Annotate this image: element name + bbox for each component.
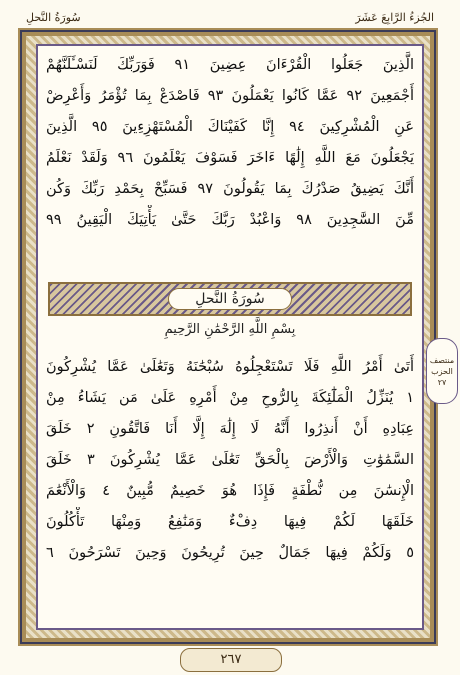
verse-line: مِّنَ السَّٰجِدِينَ ٩٨ وَاعْبُدْ رَبَّكَ حَتَّىٰ يَأْتِيَكَ الْيَقِينُ ٩٩	[46, 212, 414, 228]
hizb-marker-line1: منتصف	[429, 355, 455, 365]
surah-header-label: سُورَةُ النَّحلِ	[26, 10, 81, 24]
verse-line: أَنَّكَ يَضِيقُ صَدْرُكَ بِمَا يَقُولُونَ ٩٧ فَسَبِّحْ بِحَمْدِ رَبِّكَ وَكُن	[46, 181, 414, 197]
page-header	[18, 4, 442, 30]
verse-line: يَجْعَلُونَ مَعَ اللَّهِ إِلَٰهًا ءَاخَرَ فَسَوْفَ يَعْلَمُونَ ٩٦ وَلَقَدْ نَعْلَمُ	[46, 150, 414, 166]
hizb-marker	[426, 338, 458, 404]
surah-title: سُورَةُ النَّحلِ	[168, 288, 292, 310]
hizb-marker-line2: الحزب	[431, 366, 453, 376]
verse-line: خَلَقَهَا لَكُمْ فِيهَا دِفْءٌ وَمَنَٰفِعُ وَمِنْهَا تَأْكُلُونَ	[46, 514, 414, 530]
verse-line: أَجْمَعِينَ ٩٢ عَمَّا كَانُوا يَعْمَلُونَ ٩٣ فَاصْدَعْ بِمَا تُؤْمَرُ وَأَعْرِضْ	[46, 88, 414, 104]
verse-line: ١ يُنَزِّلُ الْمَلَٰٓئِكَةَ بِالرُّوحِ مِنْ أَمْرِهِ عَلَىٰ مَن يَشَاءُ مِنْ	[46, 390, 414, 406]
verse-line: عِبَادِهِ أَنْ أَنذِرُوا أَنَّهُ لَا إِلَٰهَ إِلَّا أَنَا فَاتَّقُونِ ٢ خَلَقَ	[46, 421, 414, 437]
juz-label: الجُزءُ الرَّابِعَ عَشَرَ	[355, 10, 434, 24]
top-verse-lines	[46, 50, 414, 236]
verse-line: ٥ وَلَكُمْ فِيهَا جَمَالٌ حِينَ تُرِيحُونَ وَحِينَ تَسْرَحُونَ ٦	[46, 545, 414, 561]
verse-line: أَتَىٰ أَمْرُ اللَّهِ فَلَا تَسْتَعْجِلُوهُ سُبْحَٰنَهُ وَتَعَٰلَىٰ عَمَّا يُشْرِكُونَ	[46, 359, 414, 375]
hizb-marker-number: ٢٧	[437, 377, 447, 387]
verse-line: السَّمَٰوَٰتِ وَالْأَرْضَ بِالْحَقِّ تَعَٰلَىٰ عَمَّا يُشْرِكُونَ ٣ خَلَقَ	[46, 452, 414, 468]
surah-title-banner	[48, 282, 412, 316]
page-number: ٢٦٧	[180, 648, 282, 672]
bottom-verse-lines	[46, 352, 414, 569]
verse-line: عَنِ الْمُشْرِكِينَ ٩٤ إِنَّا كَفَيْنَاكَ الْمُسْتَهْزِءِينَ ٩٥ الَّذِينَ	[46, 119, 414, 135]
basmala: بِسْمِ اللَّهِ الرَّحْمَٰنِ الرَّحِيمِ	[164, 322, 296, 337]
verse-line: الَّذِينَ جَعَلُوا الْقُرْءَانَ عِضِينَ ٩١ فَوَرَبِّكَ لَنَسْـَٔلَنَّهُمْ	[46, 57, 414, 73]
verse-line: الْإِنسَٰنَ مِن نُّطْفَةٍ فَإِذَا هُوَ خَصِيمٌ مُّبِينٌ ٤ وَالْأَنْعَٰمَ	[46, 483, 414, 499]
